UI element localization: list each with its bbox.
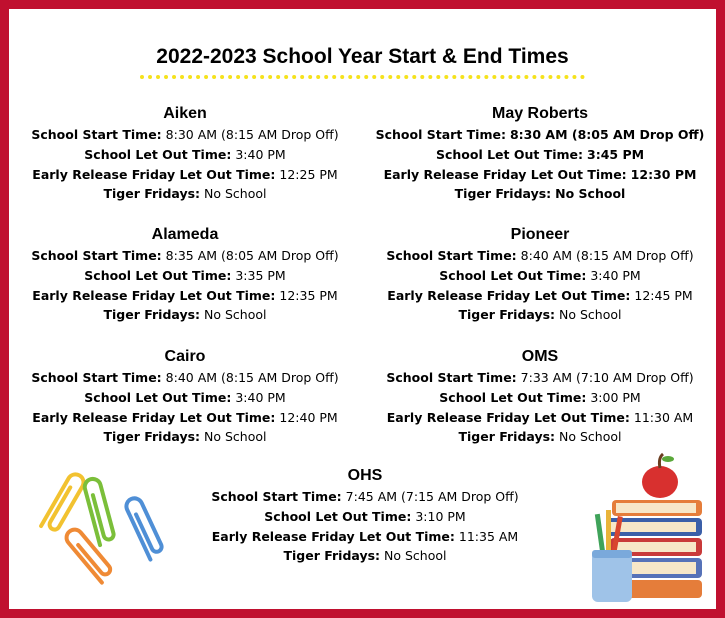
tiger-value: No School	[559, 429, 622, 445]
tiger-value: No School	[204, 307, 267, 323]
start-value: 8:40 AM (8:15 AM Drop Off)	[165, 370, 339, 385]
tiger-label: Tiger Fridays:	[283, 548, 381, 564]
early-value: 11:35 AM	[458, 528, 519, 544]
early-label: Early Release Friday Let Out Time:	[211, 528, 455, 544]
school-alameda	[15, 225, 355, 325]
early-label: Early Release Friday Let Out Time:	[32, 166, 276, 182]
school-oms	[370, 347, 710, 447]
letout-value: 3:40 PM	[235, 146, 286, 162]
school-cairo	[15, 347, 355, 447]
start-label: School Start Time:	[386, 370, 517, 385]
start-label: School Start Time:	[31, 370, 162, 385]
tiger-label: Tiger Fridays:	[458, 429, 556, 445]
letout-value: 3:40 PM	[590, 267, 641, 283]
letout-label: School Let Out Time:	[439, 389, 587, 405]
paperclips-icon	[35, 464, 170, 589]
letout-label: School Let Out Time:	[264, 508, 412, 524]
start-value: 7:45 AM (7:15 AM Drop Off)	[345, 489, 519, 504]
school-name: Pioneer	[510, 226, 570, 243]
letout-value: 3:35 PM	[235, 267, 286, 283]
early-value: 12:30 PM	[630, 166, 697, 182]
tiger-label: Tiger Fridays:	[103, 429, 201, 445]
dotted-divider	[140, 75, 585, 79]
early-value: 11:30 AM	[633, 409, 694, 425]
letout-label: School Let Out Time:	[84, 146, 232, 162]
school-ohs	[195, 466, 535, 566]
letout-label: School Let Out Time:	[84, 267, 232, 283]
tiger-value: No School	[204, 186, 267, 202]
letout-label: School Let Out Time:	[439, 267, 587, 283]
early-label: Early Release Friday Let Out Time:	[32, 409, 276, 425]
start-value: 7:33 AM (7:10 AM Drop Off)	[520, 370, 694, 385]
start-label: School Start Time:	[31, 248, 162, 263]
letout-value: 3:00 PM	[590, 389, 641, 405]
early-value: 12:40 PM	[279, 409, 338, 425]
letout-value: 3:10 PM	[415, 508, 466, 524]
early-value: 12:35 PM	[279, 287, 338, 303]
letout-label: School Let Out Time:	[84, 389, 232, 405]
start-label: School Start Time:	[386, 248, 517, 263]
school-name: May Roberts	[491, 105, 589, 122]
tiger-label: Tiger Fridays:	[103, 186, 201, 202]
tiger-value: No School	[204, 429, 267, 445]
start-value: 8:35 AM (8:05 AM Drop Off)	[165, 248, 339, 263]
letout-value: 3:40 PM	[235, 389, 286, 405]
start-value: 8:40 AM (8:15 AM Drop Off)	[520, 248, 694, 263]
start-value: 8:30 AM (8:15 AM Drop Off)	[165, 127, 339, 142]
early-value: 12:45 PM	[634, 287, 693, 303]
tiger-label: Tiger Fridays:	[103, 307, 201, 323]
school-aiken	[15, 104, 355, 204]
school-pioneer	[370, 225, 710, 325]
tiger-value: No School	[384, 548, 447, 564]
school-name: Alameda	[151, 226, 219, 243]
tiger-label: Tiger Fridays:	[454, 186, 552, 202]
school-name: OMS	[521, 348, 559, 365]
letout-label: School Let Out Time:	[435, 146, 584, 162]
early-label: Early Release Friday Let Out Time:	[387, 287, 631, 303]
start-label: School Start Time:	[211, 489, 342, 504]
early-label: Early Release Friday Let Out Time:	[386, 409, 630, 425]
early-label: Early Release Friday Let Out Time:	[32, 287, 276, 303]
school-name: Cairo	[164, 348, 206, 365]
early-value: 12:25 PM	[279, 166, 338, 182]
books-apple-icon	[584, 442, 709, 607]
page-title: 2022-2023 School Year Start & End Times	[156, 45, 569, 68]
tiger-value: No School	[555, 186, 626, 202]
start-label: School Start Time:	[31, 127, 162, 142]
tiger-value: No School	[559, 307, 622, 323]
start-value: 8:30 AM (8:05 AM Drop Off)	[509, 127, 705, 142]
start-label: School Start Time:	[375, 127, 506, 142]
early-label: Early Release Friday Let Out Time:	[383, 166, 627, 182]
school-name: Aiken	[163, 105, 207, 122]
letout-value: 3:45 PM	[587, 146, 645, 162]
tiger-label: Tiger Fridays:	[458, 307, 556, 323]
school-name: OHS	[347, 467, 383, 484]
school-may-roberts	[370, 104, 710, 204]
